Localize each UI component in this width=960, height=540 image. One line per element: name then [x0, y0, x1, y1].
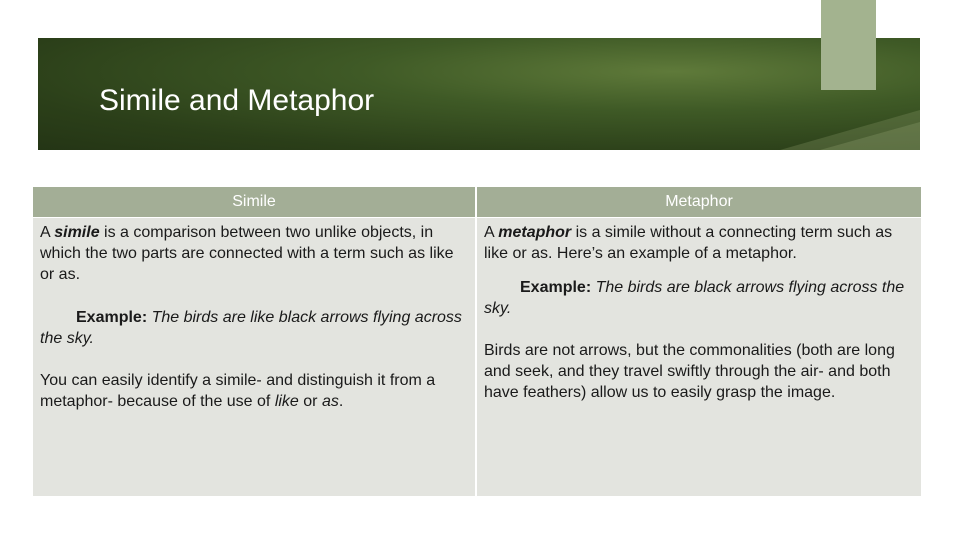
simile-note: You can easily identify a simile- and distinguish it from a metaphor- because of the use of like or as.: [40, 372, 436, 410]
comparison-table: [33, 187, 921, 496]
simile-term: simile: [54, 224, 100, 241]
table-header-metaphor: Metaphor: [477, 187, 921, 217]
example-label: Example:: [520, 279, 592, 296]
slide-title: Simile and Metaphor: [99, 84, 375, 117]
simile-example: Example: The birds are like black arrows flying across the sky.: [40, 309, 462, 347]
table-header-simile: Simile: [33, 187, 475, 217]
metaphor-note: Birds are not arrows, but the commonalities (both are long and seek, and they travel swiftly through the air- and both have feathers) allow us to easily grasp the image.: [484, 342, 895, 401]
metaphor-definition: A metaphor is a simile without a connecting term such as like or as. Here’s an example of a metaphor.: [484, 224, 893, 262]
metaphor-example: Example: The birds are black arrows flying across the sky.: [484, 279, 905, 317]
header-decoration: [780, 110, 920, 150]
example-label: Example:: [76, 309, 148, 326]
accent-block: [821, 0, 876, 90]
metaphor-cell: [477, 218, 921, 496]
simile-cell: [33, 218, 475, 496]
simile-definition: A simile is a comparison between two unlike objects, in which the two parts are connected with a term such as like or as.: [40, 224, 454, 283]
metaphor-term: metaphor: [498, 224, 572, 241]
